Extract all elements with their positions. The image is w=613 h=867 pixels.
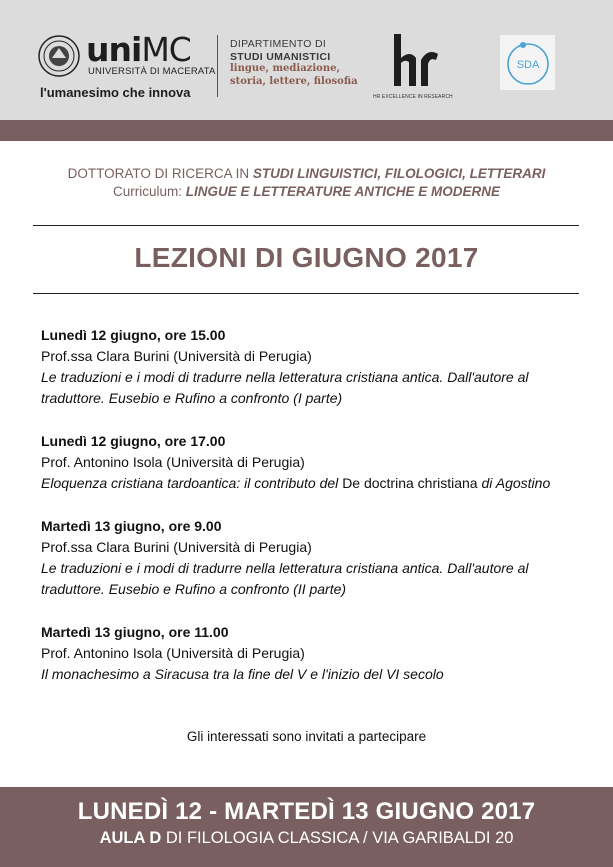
sda-label: SDA — [516, 59, 540, 71]
unimc-logo: uniMC — [86, 30, 191, 69]
sda-logo — [500, 35, 555, 90]
lesson-datetime: Martedì 13 giugno, ore 11.00 — [41, 624, 229, 640]
program-name: STUDI LINGUISTICI, FILOLOGICI, LETTERARI — [252, 166, 546, 181]
title-rule-bottom — [33, 293, 579, 294]
lesson-title: Il monachesimo a Siracusa tra la fine del V e l'inizio del VI secolo — [41, 666, 444, 682]
curriculum-name: LINGUE E LETTERATURE ANTICHE E MODERNE — [185, 184, 501, 199]
lesson-datetime: Martedì 13 giugno, ore 9.00 — [41, 518, 222, 534]
invitation-text: Gli interessati sono invitati a partecipare — [186, 729, 427, 744]
lesson-speaker: Prof. Antonino Isola (Università di Perugia) — [41, 645, 305, 661]
lesson-speaker: Prof. Antonino Isola (Università di Perugia) — [41, 454, 305, 470]
lesson-item — [41, 325, 576, 409]
program-line: DOTTORATO DI RICERCA IN STUDI LINGUISTICI, FILOLOGICI, LETTERARI — [67, 166, 546, 181]
department-logo — [230, 38, 358, 88]
lesson-datetime: Lunedì 12 giugno, ore 15.00 — [41, 327, 226, 343]
lesson-speaker: Prof.ssa Clara Burini (Università di Perugia) — [41, 348, 312, 364]
department-line4: storia, lettere, filosofia — [230, 75, 358, 87]
department-line3: lingue, mediazione, — [230, 63, 340, 74]
lesson-title: Eloquenza cristiana tardoantica: il contributo del De doctrina christiana di Agostino — [41, 475, 551, 491]
program-heading — [0, 165, 613, 201]
event-dates: LUNEDÌ 12 - MARTEDÌ 13 GIUGNO 2017 — [77, 798, 536, 825]
title-rule-top — [33, 225, 579, 226]
event-location: AULA D DI FILOLOGIA CLASSICA / VIA GARIBALDI 20 — [99, 829, 514, 847]
sda-ring-icon — [500, 35, 555, 90]
footer-banner — [0, 787, 613, 867]
lesson-list — [41, 325, 576, 707]
lesson-title: Le traduzioni e i modi di tradurre nella letteratura cristiana antica. Dall'autore al traduttore. Eusebio e Rufino a confronto (II parte) — [41, 560, 529, 597]
lesson-item — [41, 431, 576, 494]
lesson-item — [41, 516, 576, 600]
page-title: LEZIONI DI GIUGNO 2017 — [134, 242, 479, 273]
book-title: De doctrina christiana — [342, 475, 478, 491]
hr-caption: HR EXCELLENCE IN RESEARCH — [373, 94, 453, 100]
hr-excellence-logo-icon — [378, 32, 448, 102]
lesson-item — [41, 622, 576, 685]
department-line2: STUDI UMANISTICI — [230, 50, 331, 63]
event-room: AULA D — [99, 829, 162, 847]
department-line1: DIPARTIMENTO DI — [230, 38, 327, 50]
lesson-title: Le traduzioni e i modi di tradurre nella letteratura cristiana antica. Dall'autore al traduttore. Eusebio e Rufino a confronto (I parte) — [41, 369, 529, 406]
header-band — [0, 120, 613, 141]
university-name: UNIVERSITÀ DI MACERATA — [88, 66, 216, 77]
curriculum-line: Curriculum: LINGUE E LETTERATURE ANTICHE E MODERNE — [112, 184, 501, 199]
lesson-datetime: Lunedì 12 giugno, ore 17.00 — [41, 433, 226, 449]
tagline: l'umanesimo che innova — [40, 85, 191, 100]
header-divider — [217, 35, 218, 97]
university-seal-icon — [38, 35, 80, 77]
lesson-speaker: Prof.ssa Clara Burini (Università di Perugia) — [41, 539, 312, 555]
